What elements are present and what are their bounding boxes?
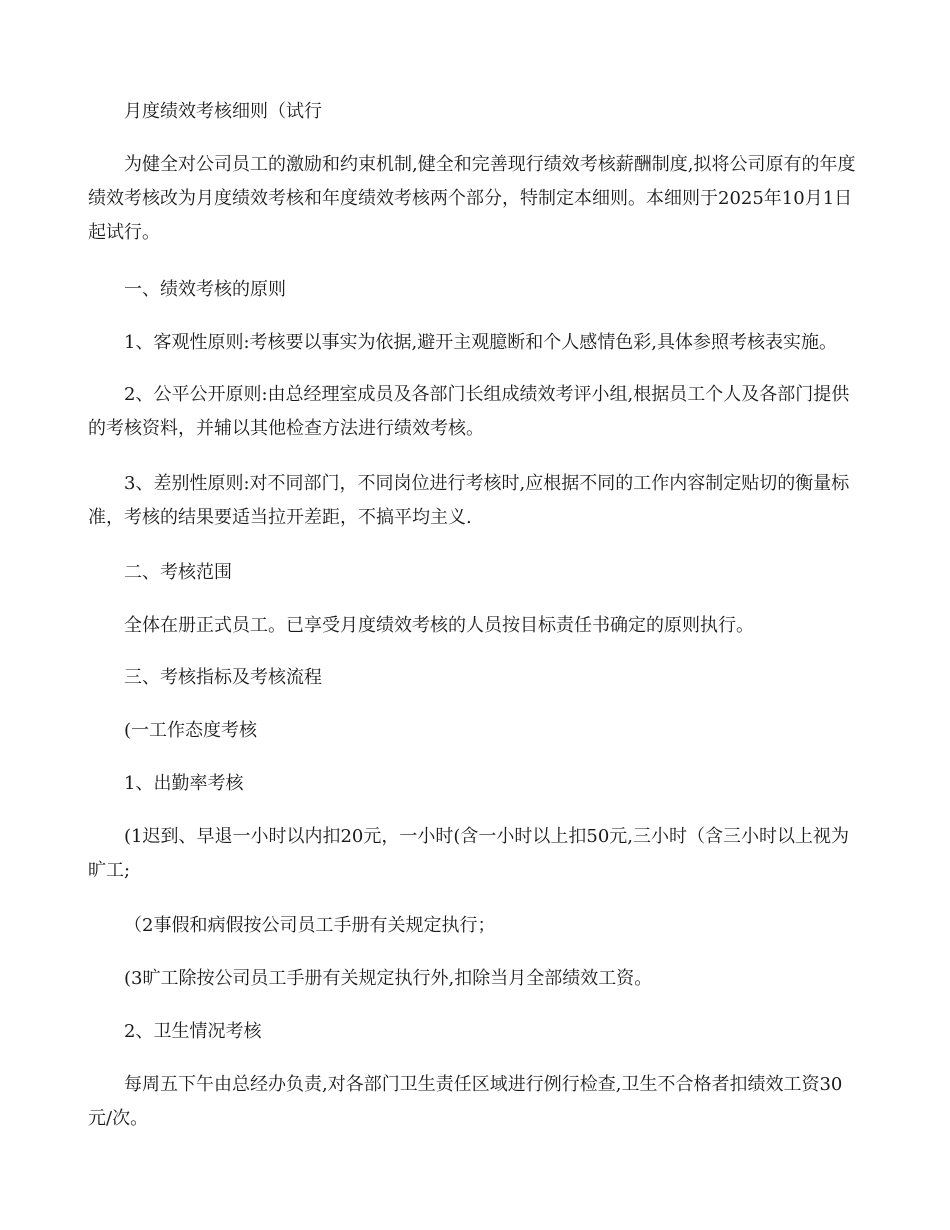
section-heading-scope: 二、考核范围: [124, 562, 232, 583]
document-title: 月度绩效考核细则（试行: [124, 101, 322, 122]
attendance-heading: 1、出勤率考核: [124, 773, 244, 794]
attendance-item-absence: (3旷工除按公司员工手册有关规定执行外,扣除当月全部绩效工资。: [124, 968, 653, 989]
principle-objectivity: 1、客观性原则:考核要以事实为依据,避开主观臆断和个人感情色彩,具体参照考核表实施。: [124, 332, 837, 353]
subsection-work-attitude: (一工作态度考核: [124, 720, 258, 741]
attendance-item-late: (1迟到、早退一小时以内扣20元，一小时(含一小时以上扣50元,三小时（含三小时以上视为旷工;: [88, 826, 850, 881]
hygiene-heading: 2、卫生情况考核: [124, 1021, 262, 1042]
intro-paragraph: 为健全对公司员工的激励和约束机制,健全和完善现行绩效考核薪酬制度,拟将公司原有的年度绩效考核改为月度绩效考核和年度绩效考核两个部分，特制定本细则。本细则于2025年10月1日起试行。: [88, 154, 856, 243]
attendance-item-leave: （2事假和病假按公司员工手册有关规定执行；: [124, 915, 496, 936]
section-heading-indicators: 三、考核指标及考核流程: [124, 667, 322, 688]
principle-differentiation: 3、差别性原则:对不同部门，不同岗位进行考核时,应根据不同的工作内容制定贴切的衡量标准，考核的结果要适当拉开差距，不搞平均主义.: [88, 473, 850, 528]
scope-paragraph: 全体在册正式员工。已享受月度绩效考核的人员按目标责任书确定的原则执行。: [124, 615, 754, 636]
section-heading-principles: 一、绩效考核的原则: [124, 279, 286, 300]
hygiene-paragraph: 每周五下午由总经办负责,对各部门卫生责任区域进行例行检查,卫生不合格者扣绩效工资30元/次。: [88, 1074, 843, 1129]
principle-fairness: 2、公平公开原则:由总经理室成员及各部门长组成绩效考评小组,根据员工个人及各部门提供的考核资料，并辅以其他检查方法进行绩效考核。: [88, 384, 850, 439]
